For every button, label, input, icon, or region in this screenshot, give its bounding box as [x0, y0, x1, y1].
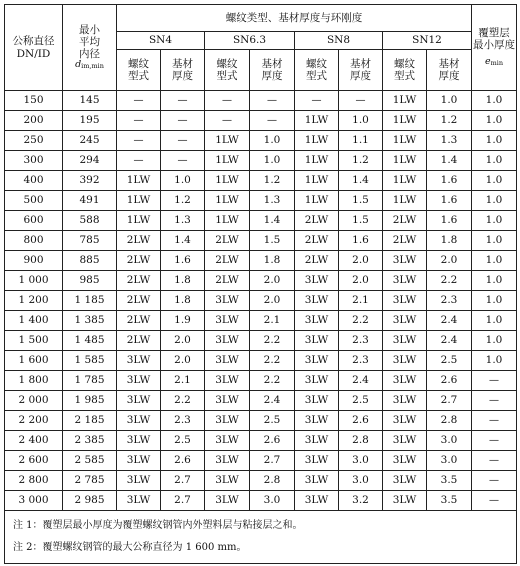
cell-min-inner-diameter: 245	[63, 131, 117, 151]
cell-sn8-type: 1LW	[295, 171, 339, 191]
cell-sn12-type: 2LW	[383, 211, 427, 231]
cell-sn12-thickness: 1.2	[427, 111, 472, 131]
cell-sn6-3-type: 3LW	[205, 451, 250, 471]
header-thread-type: 螺纹 型式	[205, 50, 250, 91]
table-row	[5, 431, 517, 451]
cell-sn6-3-thickness: 2.2	[250, 371, 295, 391]
cell-sn12-thickness: 3.5	[427, 471, 472, 491]
header-thread-type: 螺纹 型式	[383, 50, 427, 91]
cell-min-inner-diameter: 2 985	[63, 491, 117, 511]
cell-sn4-thickness: 2.0	[161, 331, 205, 351]
cell-sn8-type: 3LW	[295, 431, 339, 451]
table-header	[5, 5, 517, 91]
table-notes	[5, 511, 517, 564]
cell-min-inner-diameter: 491	[63, 191, 117, 211]
cell-sn12-thickness: 2.8	[427, 411, 472, 431]
cell-sn12-type: 3LW	[383, 351, 427, 371]
cell-sn6-3-type: 1LW	[205, 211, 250, 231]
cell-sn12-thickness: 3.0	[427, 451, 472, 471]
cell-sn12-type: 3LW	[383, 251, 427, 271]
cell-cover-thickness: 1.0	[472, 211, 517, 231]
cell-sn6-3-thickness: 2.1	[250, 311, 295, 331]
cell-sn4-type: 1LW	[117, 191, 161, 211]
cell-sn8-type: 1LW	[295, 151, 339, 171]
cell-sn4-thickness: —	[161, 111, 205, 131]
cell-sn4-thickness: 2.2	[161, 391, 205, 411]
cell-nominal-diameter: 800	[5, 231, 63, 251]
table-row	[5, 411, 517, 431]
cell-sn8-thickness: 2.3	[339, 331, 383, 351]
cell-sn12-thickness: 2.2	[427, 271, 472, 291]
cell-sn12-thickness: 3.0	[427, 431, 472, 451]
cell-sn12-type: 3LW	[383, 451, 427, 471]
cell-sn6-3-type: 3LW	[205, 411, 250, 431]
cell-sn12-type: 3LW	[383, 471, 427, 491]
cell-cover-thickness: 1.0	[472, 171, 517, 191]
cell-sn6-3-type: 3LW	[205, 351, 250, 371]
cell-nominal-diameter: 250	[5, 131, 63, 151]
table-row	[5, 451, 517, 471]
cell-sn4-type: 3LW	[117, 451, 161, 471]
cell-min-inner-diameter: 885	[63, 251, 117, 271]
cell-cover-thickness: 1.0	[472, 291, 517, 311]
cell-sn8-thickness: 1.1	[339, 131, 383, 151]
cell-sn8-type: 3LW	[295, 391, 339, 411]
cell-min-inner-diameter: 1 185	[63, 291, 117, 311]
cell-cover-thickness: —	[472, 431, 517, 451]
cell-sn8-type: 2LW	[295, 211, 339, 231]
cell-cover-thickness: 1.0	[472, 251, 517, 271]
cell-sn8-thickness: 1.5	[339, 191, 383, 211]
cell-cover-thickness: —	[472, 371, 517, 391]
cell-min-inner-diameter: 1 585	[63, 351, 117, 371]
cell-sn4-type: 1LW	[117, 171, 161, 191]
cell-nominal-diameter: 600	[5, 211, 63, 231]
cell-sn12-type: 2LW	[383, 231, 427, 251]
cell-sn6-3-thickness: 1.4	[250, 211, 295, 231]
header-thread-group: 螺纹类型、基材厚度与环刚度	[117, 5, 472, 32]
cell-sn12-type: 1LW	[383, 91, 427, 111]
cell-nominal-diameter: 2 600	[5, 451, 63, 471]
cell-nominal-diameter: 2 400	[5, 431, 63, 451]
cell-cover-thickness: 1.0	[472, 191, 517, 211]
cell-cover-thickness: 1.0	[472, 331, 517, 351]
cell-sn8-thickness: 3.2	[339, 491, 383, 511]
cell-cover-thickness: 1.0	[472, 131, 517, 151]
cell-sn8-thickness: 3.0	[339, 451, 383, 471]
cell-sn8-thickness: 2.3	[339, 351, 383, 371]
cell-sn6-3-type: 3LW	[205, 311, 250, 331]
cell-sn6-3-type: 1LW	[205, 191, 250, 211]
cell-sn8-type: 3LW	[295, 491, 339, 511]
cell-sn12-thickness: 3.5	[427, 491, 472, 511]
cell-sn4-thickness: 1.8	[161, 271, 205, 291]
cell-sn8-type: 2LW	[295, 251, 339, 271]
cell-cover-thickness: —	[472, 411, 517, 431]
cell-sn8-type: 3LW	[295, 291, 339, 311]
cell-cover-thickness: —	[472, 391, 517, 411]
cell-sn4-thickness: 1.3	[161, 211, 205, 231]
cell-sn12-thickness: 2.4	[427, 331, 472, 351]
note-2: 注 2：覆塑螺纹钢管的最大公称直径为 1 600 mm。	[13, 542, 247, 553]
cell-sn8-type: 3LW	[295, 371, 339, 391]
cell-sn8-thickness: 1.2	[339, 151, 383, 171]
cell-sn12-thickness: 2.6	[427, 371, 472, 391]
cell-sn8-type: 3LW	[295, 271, 339, 291]
cell-sn6-3-thickness: —	[250, 111, 295, 131]
cell-sn4-thickness: 1.4	[161, 231, 205, 251]
table-row	[5, 271, 517, 291]
table-row	[5, 311, 517, 331]
header-nominal-diameter: 公称直径 DN/ID	[5, 5, 63, 91]
cell-nominal-diameter: 2 000	[5, 391, 63, 411]
cell-sn6-3-thickness: 1.8	[250, 251, 295, 271]
table-row	[5, 111, 517, 131]
table-row	[5, 231, 517, 251]
cell-sn6-3-thickness: 1.5	[250, 231, 295, 251]
cell-cover-thickness: —	[472, 451, 517, 471]
cell-sn6-3-type: —	[205, 111, 250, 131]
cell-sn6-3-thickness: 1.0	[250, 151, 295, 171]
cell-sn6-3-type: 3LW	[205, 471, 250, 491]
header-thread-type: 螺纹 型式	[295, 50, 339, 91]
cell-sn12-thickness: 2.0	[427, 251, 472, 271]
cell-sn8-type: 3LW	[295, 351, 339, 371]
table-row	[5, 291, 517, 311]
table-row	[5, 131, 517, 151]
cell-sn8-type: 2LW	[295, 231, 339, 251]
cell-sn4-thickness: 1.9	[161, 311, 205, 331]
cell-sn12-type: 1LW	[383, 151, 427, 171]
cell-sn8-thickness: 1.4	[339, 171, 383, 191]
cell-sn4-type: —	[117, 151, 161, 171]
table-row	[5, 91, 517, 111]
cell-min-inner-diameter: 1 485	[63, 331, 117, 351]
cell-sn12-thickness: 2.7	[427, 391, 472, 411]
cell-nominal-diameter: 2 800	[5, 471, 63, 491]
cell-nominal-diameter: 1 200	[5, 291, 63, 311]
cell-sn4-thickness: 2.5	[161, 431, 205, 451]
cell-sn8-thickness: 1.0	[339, 111, 383, 131]
cell-sn12-type: 3LW	[383, 391, 427, 411]
cell-sn4-thickness: 2.3	[161, 411, 205, 431]
cell-sn12-type: 1LW	[383, 191, 427, 211]
cell-sn6-3-thickness: 1.2	[250, 171, 295, 191]
cell-sn4-type: 3LW	[117, 371, 161, 391]
cell-cover-thickness: 1.0	[472, 231, 517, 251]
cell-min-inner-diameter: 1 785	[63, 371, 117, 391]
cell-sn8-thickness: 2.0	[339, 271, 383, 291]
cell-min-inner-diameter: 2 185	[63, 411, 117, 431]
cell-sn6-3-type: 3LW	[205, 431, 250, 451]
cell-sn12-type: 1LW	[383, 111, 427, 131]
cell-sn4-type: 3LW	[117, 431, 161, 451]
cell-sn6-3-thickness: 1.0	[250, 131, 295, 151]
cell-min-inner-diameter: 1 985	[63, 391, 117, 411]
header-base-thickness: 基材 厚度	[250, 50, 295, 91]
cell-sn8-thickness: 1.5	[339, 211, 383, 231]
cell-sn6-3-thickness: 2.4	[250, 391, 295, 411]
cell-nominal-diameter: 2 200	[5, 411, 63, 431]
cell-sn8-thickness: 2.8	[339, 431, 383, 451]
table-row	[5, 171, 517, 191]
cell-min-inner-diameter: 2 385	[63, 431, 117, 451]
cell-cover-thickness: 1.0	[472, 151, 517, 171]
header-sn8: SN8	[295, 32, 383, 50]
cell-nominal-diameter: 150	[5, 91, 63, 111]
header-sn4: SN4	[117, 32, 205, 50]
cell-sn8-thickness: 2.1	[339, 291, 383, 311]
cell-sn6-3-type: 2LW	[205, 231, 250, 251]
cell-sn12-thickness: 1.6	[427, 191, 472, 211]
cell-min-inner-diameter: 985	[63, 271, 117, 291]
cell-sn12-type: 3LW	[383, 331, 427, 351]
cell-sn4-type: 2LW	[117, 331, 161, 351]
cell-sn8-type: 3LW	[295, 411, 339, 431]
cell-sn8-type: 3LW	[295, 451, 339, 471]
cell-sn4-thickness: 2.7	[161, 471, 205, 491]
cell-sn12-thickness: 1.6	[427, 211, 472, 231]
header-min-inner-diameter: 最小 平均 内径 dim,min	[63, 5, 117, 91]
cell-sn12-thickness: 2.3	[427, 291, 472, 311]
cell-sn4-thickness: —	[161, 131, 205, 151]
cell-min-inner-diameter: 588	[63, 211, 117, 231]
table-row	[5, 251, 517, 271]
cell-cover-thickness: 1.0	[472, 111, 517, 131]
table-row	[5, 371, 517, 391]
cell-sn8-thickness: 2.6	[339, 411, 383, 431]
cell-sn6-3-type: 1LW	[205, 151, 250, 171]
cell-min-inner-diameter: 2 785	[63, 471, 117, 491]
cell-sn12-thickness: 1.3	[427, 131, 472, 151]
cell-sn8-type: 3LW	[295, 331, 339, 351]
table-row	[5, 211, 517, 231]
cell-cover-thickness: —	[472, 471, 517, 491]
table-row	[5, 331, 517, 351]
cell-sn6-3-thickness: 2.8	[250, 471, 295, 491]
notes-cell	[5, 511, 517, 564]
cell-sn6-3-type: 3LW	[205, 491, 250, 511]
cell-sn12-thickness: 1.6	[427, 171, 472, 191]
cell-sn6-3-thickness: 2.5	[250, 411, 295, 431]
cell-min-inner-diameter: 145	[63, 91, 117, 111]
cell-sn6-3-type: 3LW	[205, 371, 250, 391]
cell-sn6-3-type: 2LW	[205, 271, 250, 291]
cell-sn6-3-type: 2LW	[205, 251, 250, 271]
cell-min-inner-diameter: 195	[63, 111, 117, 131]
cell-sn4-type: 2LW	[117, 271, 161, 291]
cell-sn8-thickness: 2.2	[339, 311, 383, 331]
cell-sn12-thickness: 2.4	[427, 311, 472, 331]
cell-sn8-type: 3LW	[295, 311, 339, 331]
cell-sn6-3-thickness: 2.2	[250, 331, 295, 351]
cell-sn6-3-thickness: 2.6	[250, 431, 295, 451]
header-sn12: SN12	[383, 32, 472, 50]
cell-sn4-type: —	[117, 91, 161, 111]
cell-sn6-3-type: —	[205, 91, 250, 111]
cell-cover-thickness: 1.0	[472, 91, 517, 111]
cell-nominal-diameter: 1 400	[5, 311, 63, 331]
cell-sn8-thickness: 2.5	[339, 391, 383, 411]
cell-sn4-type: 2LW	[117, 231, 161, 251]
cell-sn6-3-thickness: 2.0	[250, 271, 295, 291]
table-row	[5, 471, 517, 491]
cell-cover-thickness: —	[472, 491, 517, 511]
cell-min-inner-diameter: 1 385	[63, 311, 117, 331]
cell-sn6-3-type: 1LW	[205, 131, 250, 151]
table-row	[5, 491, 517, 511]
spec-table	[4, 4, 517, 564]
cell-sn6-3-thickness: 2.0	[250, 291, 295, 311]
cell-sn4-type: 3LW	[117, 351, 161, 371]
cell-sn8-thickness: 2.4	[339, 371, 383, 391]
cell-sn6-3-thickness: —	[250, 91, 295, 111]
cell-sn6-3-type: 1LW	[205, 171, 250, 191]
cell-sn12-thickness: 1.4	[427, 151, 472, 171]
cell-sn4-thickness: 1.0	[161, 171, 205, 191]
cell-sn4-type: 2LW	[117, 251, 161, 271]
cell-sn12-thickness: 2.5	[427, 351, 472, 371]
cell-sn4-type: 2LW	[117, 291, 161, 311]
header-cover-thickness: 覆塑层 最小厚度 emin	[472, 5, 517, 91]
cell-sn12-type: 3LW	[383, 411, 427, 431]
cell-sn6-3-thickness: 3.0	[250, 491, 295, 511]
table-row	[5, 151, 517, 171]
cell-nominal-diameter: 500	[5, 191, 63, 211]
cell-cover-thickness: 1.0	[472, 351, 517, 371]
cell-sn4-type: —	[117, 131, 161, 151]
cell-sn4-type: 3LW	[117, 411, 161, 431]
cell-sn8-type: 1LW	[295, 111, 339, 131]
header-thread-type: 螺纹 型式	[117, 50, 161, 91]
cell-sn6-3-thickness: 2.2	[250, 351, 295, 371]
cell-min-inner-diameter: 785	[63, 231, 117, 251]
cell-sn12-thickness: 1.8	[427, 231, 472, 251]
cell-nominal-diameter: 1 600	[5, 351, 63, 371]
cell-sn8-type: 1LW	[295, 191, 339, 211]
cell-nominal-diameter: 1 000	[5, 271, 63, 291]
cell-sn12-type: 3LW	[383, 371, 427, 391]
header-base-thickness: 基材 厚度	[427, 50, 472, 91]
cell-sn12-type: 3LW	[383, 431, 427, 451]
cell-sn4-type: 3LW	[117, 491, 161, 511]
cell-min-inner-diameter: 294	[63, 151, 117, 171]
cell-sn12-type: 1LW	[383, 171, 427, 191]
cell-sn6-3-type: 3LW	[205, 331, 250, 351]
cell-sn8-thickness: —	[339, 91, 383, 111]
cell-sn6-3-type: 3LW	[205, 291, 250, 311]
cell-nominal-diameter: 3 000	[5, 491, 63, 511]
cell-sn4-thickness: 2.1	[161, 371, 205, 391]
note-1: 注 1：覆塑层最小厚度为覆塑螺纹钢管内外塑料层与粘接层之和。	[13, 520, 303, 531]
cell-sn12-type: 3LW	[383, 491, 427, 511]
cell-sn12-thickness: 1.0	[427, 91, 472, 111]
cell-sn12-type: 3LW	[383, 291, 427, 311]
cell-nominal-diameter: 400	[5, 171, 63, 191]
cell-nominal-diameter: 900	[5, 251, 63, 271]
table-row	[5, 391, 517, 411]
cell-sn8-type: 3LW	[295, 471, 339, 491]
cell-sn4-type: 1LW	[117, 211, 161, 231]
cell-sn4-thickness: 2.7	[161, 491, 205, 511]
cell-sn8-thickness: 1.6	[339, 231, 383, 251]
cell-sn12-type: 3LW	[383, 271, 427, 291]
cell-sn4-type: —	[117, 111, 161, 131]
cell-sn4-type: 3LW	[117, 471, 161, 491]
cell-cover-thickness: 1.0	[472, 271, 517, 291]
cell-sn4-thickness: —	[161, 151, 205, 171]
table-row	[5, 191, 517, 211]
cell-sn8-type: 1LW	[295, 131, 339, 151]
cell-sn8-type: —	[295, 91, 339, 111]
cell-nominal-diameter: 300	[5, 151, 63, 171]
cell-sn4-thickness: —	[161, 91, 205, 111]
cell-min-inner-diameter: 392	[63, 171, 117, 191]
cell-sn6-3-thickness: 2.7	[250, 451, 295, 471]
cell-sn6-3-thickness: 1.3	[250, 191, 295, 211]
cell-sn4-thickness: 1.6	[161, 251, 205, 271]
cell-cover-thickness: 1.0	[472, 311, 517, 331]
cell-sn8-thickness: 2.0	[339, 251, 383, 271]
cell-sn4-thickness: 1.8	[161, 291, 205, 311]
cell-sn12-type: 1LW	[383, 131, 427, 151]
cell-sn6-3-type: 3LW	[205, 391, 250, 411]
cell-nominal-diameter: 1 800	[5, 371, 63, 391]
cell-sn12-type: 3LW	[383, 311, 427, 331]
header-base-thickness: 基材 厚度	[339, 50, 383, 91]
cell-sn8-thickness: 3.0	[339, 471, 383, 491]
cell-min-inner-diameter: 2 585	[63, 451, 117, 471]
header-sn6-3: SN6.3	[205, 32, 295, 50]
cell-sn4-thickness: 1.2	[161, 191, 205, 211]
cell-nominal-diameter: 1 500	[5, 331, 63, 351]
table-row	[5, 351, 517, 371]
cell-nominal-diameter: 200	[5, 111, 63, 131]
cell-sn4-thickness: 2.6	[161, 451, 205, 471]
cell-sn4-thickness: 2.0	[161, 351, 205, 371]
cell-sn4-type: 2LW	[117, 311, 161, 331]
header-base-thickness: 基材 厚度	[161, 50, 205, 91]
table-body	[5, 91, 517, 511]
cell-sn4-type: 3LW	[117, 391, 161, 411]
